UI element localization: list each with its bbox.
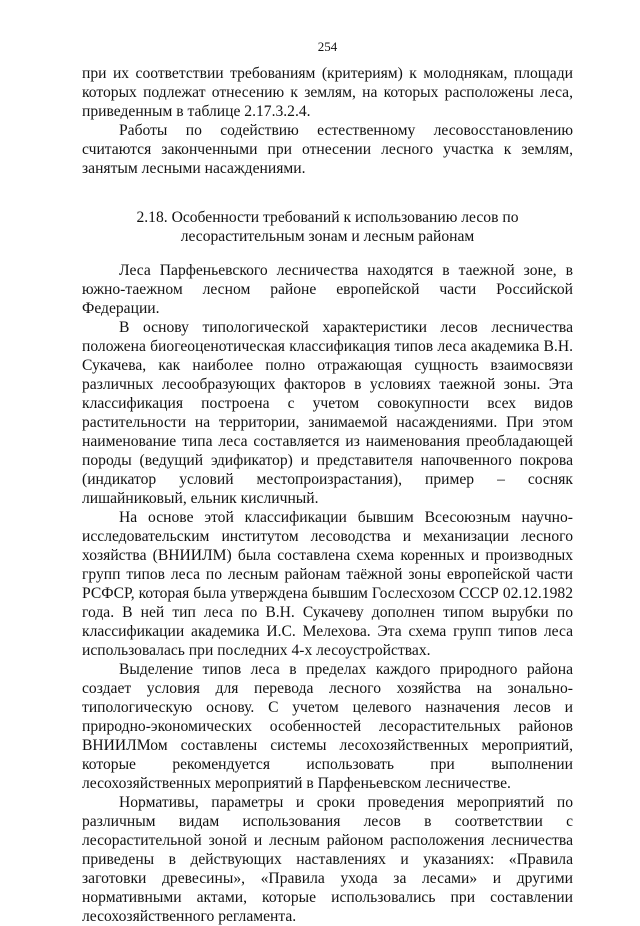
paragraph: при их соответствии требованиям (критериям) к молоднякам, площади которых подлежат отнесению к землям, на которых расположены леса, приведенным в таблице 2.17.3.2.4. [82, 65, 573, 120]
section-heading [82, 208, 573, 246]
section-heading-line: 2.18. Особенности требований к использованию лесов по [136, 209, 519, 226]
paragraph: На основе этой классификации бывшим Всесоюзным научно-исследовательским институтом лесоводства и механизации лесного хозяйства (ВНИИЛМ) была составлена схема коренных и производных групп типов леса по лесным районам таёжной зоны европейской части РСФСР, которая была утверждена бывшим Гослесхозом СССР 02.12.1982 года. В ней тип леса по В.Н. Сукачеву дополнен типом вырубки по классификации академика И.С. Мелехова. Эта схема групп типов леса использовалась при последних 4-х лесоустройствах. [82, 509, 573, 659]
paragraph: Леса Парфеньевского лесничества находятся в таежной зоне, в южно-таежном лесном районе европейской части Российской Федерации. [82, 262, 573, 317]
page-number: 254 [317, 39, 338, 54]
paragraph: Нормативы, параметры и сроки проведения мероприятий по различным видам использования лесов в соответствии с лесорастительной зоной и лесным районом расположения лесничества приведены в действующих наставлениях и указаниях: «Правила заготовки древесины», «Правила ухода за лесами» и другими нормативными актами, которые использовались при составлении лесохозяйственного регламента. [82, 794, 573, 925]
document-page [82, 0, 573, 926]
section-heading-line: лесорастительным зонам и лесным районам [180, 228, 475, 245]
paragraph: В основу типологической характеристики лесов лесничества положена биогеоценотическая классификация типов леса академика В.Н. Сукачева, как наиболее полно отражающая сущность взаимосвязи различных лесообразующих факторов в условиях таежной зоны. Эта классификация построена с учетом совокупности всех видов растительности на территории, занимаемой насаждениями. При этом наименование типа леса составляется из наименования преобладающей породы (ведущий эдификатор) и представителя напочвенного покрова (индикатор условий местопроизрастания), пример – сосняк лишайниковый, ельник кисличный. [82, 319, 573, 507]
intro-block [82, 64, 573, 178]
paragraph: Работы по содействию естественному лесовосстановлению считаются законченными при отнесении лесного участка к землям, занятым лесными насаждениями. [82, 122, 573, 177]
paragraph: Выделение типов леса в пределах каждого природного района создает условия для перевода лесного хозяйства на зонально-типологическую основу. С учетом целевого назначения лесов и природно-экономических особенностей лесорастительных районов ВНИИЛМом составлены системы лесохозяйственных мероприятий, которые рекомендуется использовать при выполнении лесохозяйственных мероприятий в Парфеньевском лесничестве. [82, 661, 573, 792]
section-body [82, 261, 573, 926]
